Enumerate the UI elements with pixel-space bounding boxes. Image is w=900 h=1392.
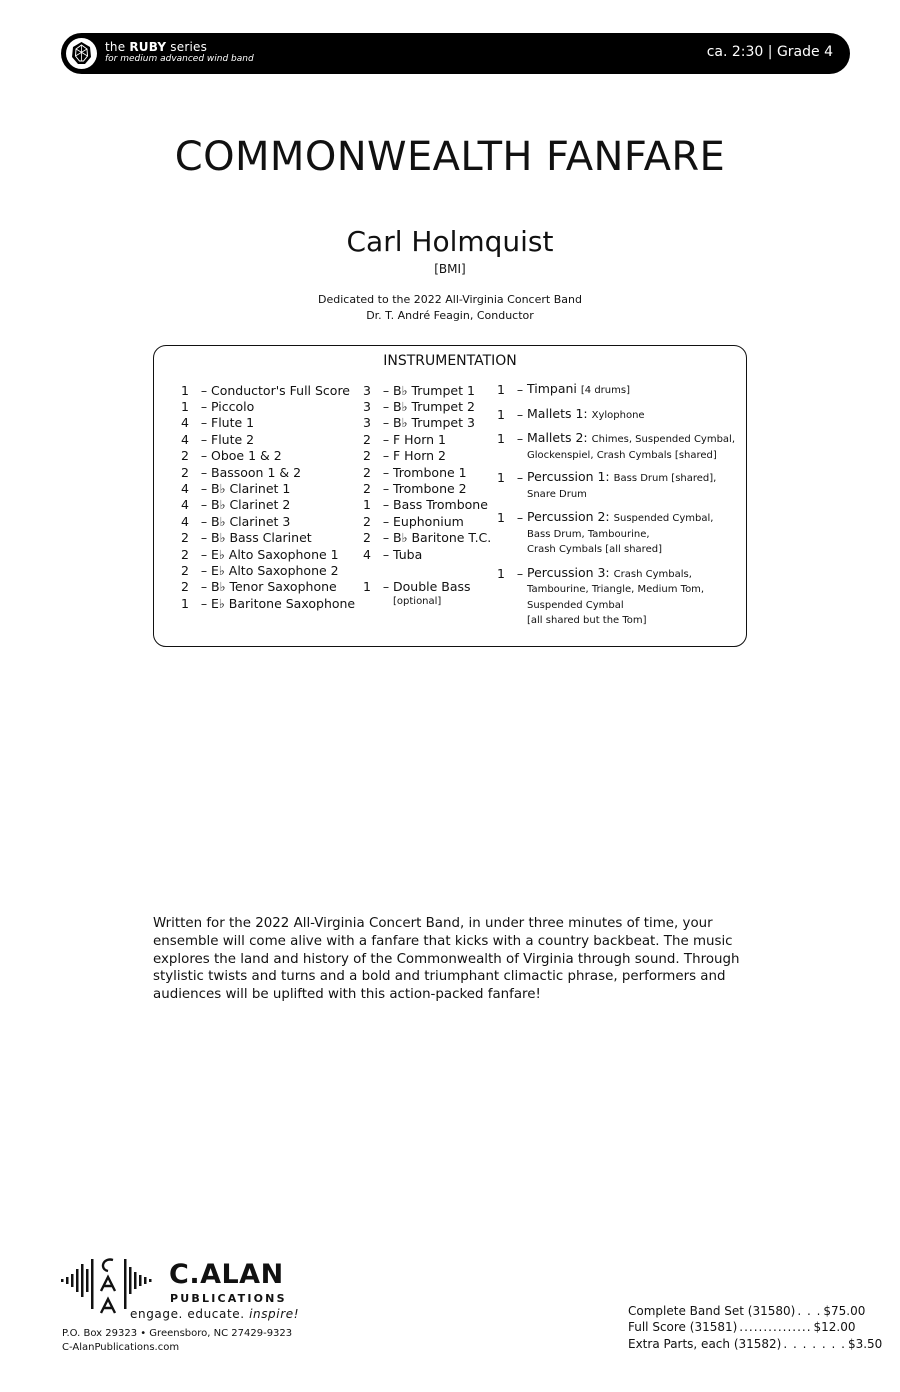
ruby-gem-icon (65, 37, 98, 70)
instrument-row (181, 464, 355, 480)
series-name: the RUBY series (105, 40, 208, 54)
price-row (628, 1319, 856, 1335)
instrument-row (181, 562, 355, 578)
description: Written for the 2022 All-Virginia Concert Band, in under three minutes of time, your ensemble will come alive with a fanfare that kicks with a country backbeat. The music explores the land and history of the Commonwealth of Virginia through sound. Through stylistic twists and turns and a bold and triumphant climactic phrase, performers and audiences will be uplifted with this action-packed fanfare! (153, 916, 740, 1003)
dash-separator: – (382, 415, 390, 431)
instrument-detail-line (527, 526, 713, 542)
instrument-row (181, 530, 355, 546)
instrument-row (181, 448, 355, 464)
instrument-detail: [4 drums] (580, 385, 630, 396)
publisher-tagline: engage. educate. inspire! (130, 1307, 300, 1321)
instrument-name: B♭ Bass Clarinet (211, 530, 312, 546)
instrument-name: B♭ Baritone T.C. (393, 530, 492, 546)
instrument-quantity: 1 (181, 382, 189, 398)
dash-separator: – (200, 382, 208, 398)
dash-separator: – (200, 481, 208, 497)
instrument-quantity: 4 (181, 497, 189, 513)
percussion-column (497, 382, 737, 628)
instrument-detail: Crash Cymbals [all shared] (527, 544, 662, 555)
instrument-name: F Horn 1 (393, 431, 446, 447)
instrument-quantity: 2 (181, 579, 189, 595)
dash-separator: – (200, 431, 208, 447)
dash-separator: – (200, 546, 208, 562)
instrument-row (363, 546, 491, 562)
instrument-quantity: 2 (181, 448, 189, 464)
price-list (628, 1303, 883, 1352)
dash-separator: – (382, 382, 390, 398)
dash-separator: – (200, 530, 208, 546)
percussion-row (497, 470, 737, 501)
instrument-name: Flute 1 (211, 415, 255, 431)
instrument-detail-line (527, 581, 704, 597)
instrument-quantity: 4 (181, 513, 189, 529)
instrument-row (181, 579, 355, 595)
publisher-name: C.ALAN (169, 1259, 284, 1290)
instrument-detail: Suspended Cymbal, (613, 513, 714, 524)
instrument-name: Mallets 2: (527, 430, 588, 445)
piece-title: COMMONWEALTH FANFARE (174, 134, 726, 180)
instrument-name: Double Bass (393, 579, 471, 595)
price-item-label: Complete Band Set (31580) (628, 1304, 796, 1318)
instrument-name: Timpani (527, 381, 577, 396)
instrument-name: F Horn 2 (393, 448, 446, 464)
instrument-quantity: 2 (181, 530, 189, 546)
dash-separator: – (516, 565, 524, 581)
instrument-quantity: 3 (363, 382, 371, 398)
dash-separator: – (200, 415, 208, 431)
instrument-name: B♭ Clarinet 1 (211, 481, 291, 497)
percussion-first-line (527, 407, 645, 423)
percussion-first-line (527, 510, 713, 526)
dash-separator: – (382, 497, 390, 513)
instrument-name: E♭ Baritone Saxophone (211, 595, 356, 611)
instrument-quantity: 2 (363, 481, 371, 497)
instrument-name: Mallets 1: (527, 405, 588, 421)
instrument-detail: [all shared but the Tom] (527, 615, 647, 626)
dedication (0, 292, 900, 323)
spacer (363, 562, 491, 578)
instrument-quantity: 1 (497, 382, 505, 397)
instrument-detail: Tambourine, Triangle, Medium Tom, (527, 584, 705, 595)
dash-separator: – (200, 448, 208, 464)
price-value: $12.00 (813, 1320, 856, 1335)
percussion-row (497, 431, 737, 462)
instrument-name: B♭ Trumpet 2 (393, 399, 475, 415)
instrument-detail: Bass Drum, Tambourine, (527, 528, 650, 540)
dash-separator: – (382, 546, 390, 562)
instrument-row (181, 480, 355, 496)
instrument-quantity: 1 (497, 510, 505, 525)
optional-note: [optional] (393, 596, 442, 608)
instrument-quantity: 2 (363, 448, 371, 464)
instrument-row (181, 415, 355, 431)
address-line: P.O. Box 29323 • Greensboro, NC 27429-9323 (62, 1328, 293, 1339)
instrument-name: Euphonium (393, 513, 464, 529)
dash-separator: – (516, 406, 524, 422)
instrument-row (363, 530, 491, 546)
instrument-name: Percussion 2: (527, 509, 610, 524)
price-row (628, 1336, 883, 1352)
instrument-row (181, 497, 355, 513)
instrument-detail-line (527, 612, 704, 628)
instrument-row (363, 497, 491, 513)
instrument-quantity: 3 (363, 415, 371, 431)
instrument-quantity: 4 (181, 481, 189, 497)
instrument-quantity: 1 (363, 579, 371, 595)
dash-separator: – (382, 481, 390, 497)
instrument-quantity: 2 (363, 431, 371, 447)
dash-separator: – (382, 513, 390, 529)
instrument-quantity: 2 (363, 513, 371, 529)
duration-grade: ca. 2:30 | Grade 4 (706, 44, 833, 60)
dash-separator: – (516, 470, 524, 485)
instrumentation-title: INSTRUMENTATION (383, 353, 517, 369)
instrument-quantity: 1 (363, 497, 371, 513)
instrument-quantity: 4 (181, 431, 189, 447)
instrument-name: Conductor's Full Score (211, 382, 350, 398)
woodwind-column (181, 382, 355, 611)
percussion-description (527, 431, 735, 462)
dedication-line: Dedicated to the 2022 All-Virginia Concert Band (318, 293, 582, 306)
instrument-quantity: 1 (181, 399, 189, 415)
percussion-first-line (527, 566, 704, 582)
instrument-row (363, 415, 491, 431)
dash-separator: – (382, 399, 390, 415)
price-leader-dots: ............... (739, 1320, 812, 1335)
instrument-name: B♭ Clarinet 2 (211, 497, 291, 513)
instrument-row (363, 431, 491, 447)
instrument-detail: Suspended Cymbal (527, 599, 624, 611)
instrument-detail: Bass Drum [shared], (613, 473, 717, 484)
instrument-quantity: 1 (181, 595, 189, 611)
percussion-row (497, 510, 737, 557)
series-subtitle: for medium advanced wind band (105, 54, 254, 64)
instrument-quantity: 2 (363, 530, 371, 546)
price-leader-dots: . . . (797, 1304, 822, 1318)
instrumentation-box (153, 345, 747, 647)
instrument-name: Flute 2 (211, 431, 255, 447)
percussion-first-line (527, 382, 630, 398)
dash-separator: – (200, 595, 208, 611)
instrument-row (363, 464, 491, 480)
instrument-quantity: 4 (363, 546, 371, 562)
instrument-name: E♭ Alto Saxophone 1 (211, 546, 339, 562)
instrument-quantity: 1 (497, 470, 505, 485)
instrument-detail: Snare Drum (527, 488, 587, 500)
percussion-row (497, 407, 737, 423)
percussion-description (527, 566, 704, 628)
percussion-first-line (527, 470, 716, 486)
percussion-description (527, 510, 713, 557)
composer-name: Carl Holmquist (346, 225, 554, 258)
instrument-name: B♭ Trumpet 1 (393, 382, 475, 398)
dash-separator: – (200, 399, 208, 415)
instrument-quantity: 1 (497, 565, 505, 581)
instrument-row (363, 398, 491, 414)
conductor-line: Dr. T. André Feagin, Conductor (366, 308, 534, 322)
instrument-row (363, 382, 491, 398)
instrument-quantity: 1 (497, 406, 505, 422)
instrument-detail: Crash Cymbals, (613, 568, 692, 580)
dash-separator: – (516, 510, 524, 525)
brass-column (363, 382, 491, 607)
instrument-quantity: 2 (181, 464, 189, 480)
dash-separator: – (200, 562, 208, 578)
instrument-detail-line (527, 447, 735, 463)
instrument-quantity: 2 (181, 546, 189, 562)
publisher-address (62, 1327, 292, 1355)
dash-separator: – (382, 579, 390, 595)
price-value: $75.00 (823, 1304, 866, 1318)
instrument-name: Trombone 2 (393, 481, 467, 497)
dash-separator: – (516, 382, 524, 397)
instrument-quantity: 2 (181, 562, 189, 578)
instrument-detail-line (527, 597, 704, 613)
dash-separator: – (200, 513, 208, 529)
price-row (628, 1303, 866, 1319)
dash-separator: – (382, 448, 390, 464)
dash-separator: – (200, 497, 208, 513)
instrument-name: Percussion 3: (527, 564, 610, 580)
instrument-name: E♭ Alto Saxophone 2 (211, 562, 339, 578)
dash-separator: – (200, 579, 208, 595)
instrument-name: Bassoon 1 & 2 (211, 464, 302, 480)
series-banner (61, 33, 850, 74)
instrument-name: Piccolo (211, 399, 255, 415)
instrument-name: B♭ Clarinet 3 (211, 513, 291, 529)
percussion-description (527, 382, 630, 398)
instrument-name: Percussion 1: (527, 469, 610, 484)
percussion-row (497, 566, 737, 628)
percussion-description (527, 407, 645, 423)
instrument-detail: Chimes, Suspended Cymbal, (591, 434, 736, 445)
instrument-quantity: 4 (181, 415, 189, 431)
instrument-row (181, 595, 355, 611)
instrument-row (181, 398, 355, 414)
instrument-detail-line (527, 541, 713, 557)
percussion-row (497, 382, 737, 398)
instrument-row (363, 448, 491, 464)
publisher-subtitle: PUBLICATIONS (170, 1292, 287, 1305)
instrument-row (363, 480, 491, 496)
instrument-name: Trombone 1 (393, 464, 467, 480)
instrument-row (181, 546, 355, 562)
instrument-quantity: 2 (363, 464, 371, 480)
price-item-label: Extra Parts, each (31582) (628, 1336, 782, 1351)
percussion-description (527, 470, 716, 501)
website-line: C-AlanPublications.com (62, 1342, 180, 1353)
dash-separator: – (516, 431, 524, 446)
instrument-name: B♭ Tenor Saxophone (211, 579, 337, 595)
price-item-label: Full Score (31581) (628, 1320, 738, 1335)
instrument-row (181, 513, 355, 529)
instrument-name: B♭ Trumpet 3 (393, 415, 475, 431)
instrument-name: Oboe 1 & 2 (211, 448, 282, 464)
dash-separator: – (200, 464, 208, 480)
price-leader-dots: . . . . . . . (783, 1336, 846, 1351)
dash-separator: – (382, 464, 390, 480)
price-value: $3.50 (847, 1336, 883, 1351)
instrument-row (181, 382, 355, 398)
instrument-detail: Xylophone (591, 409, 645, 421)
percussion-first-line (527, 431, 735, 447)
instrument-name: Tuba (393, 546, 423, 562)
instrument-quantity: 3 (363, 399, 371, 415)
dash-separator: – (382, 431, 390, 447)
instrument-quantity: 1 (497, 431, 505, 446)
instrument-row (363, 513, 491, 529)
instrument-detail: Glockenspiel, Crash Cymbals [shared] (527, 449, 717, 461)
instrument-row (181, 431, 355, 447)
composer-affiliation: [BMI] (434, 262, 466, 276)
instrument-name: Bass Trombone (393, 497, 488, 513)
instrument-detail-line (527, 486, 716, 502)
dash-separator: – (382, 530, 390, 546)
instrument-row (363, 579, 491, 595)
